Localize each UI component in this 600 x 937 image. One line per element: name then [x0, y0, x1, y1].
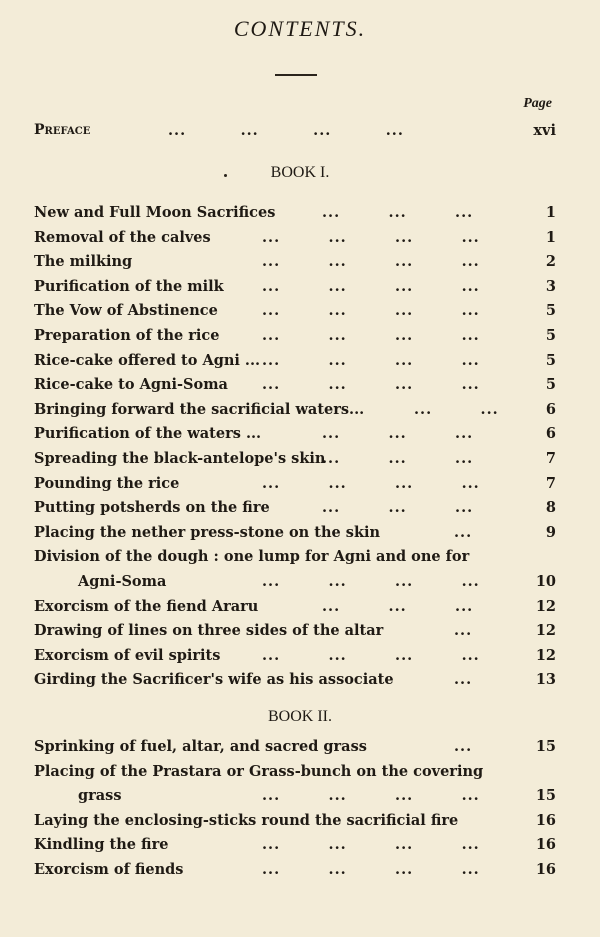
leader-dots: ... ... ... ... [262, 228, 480, 246]
entry-title: Removal of the calves [34, 228, 211, 246]
entry-page: 10 [535, 573, 556, 590]
page-column-header: Page [523, 96, 552, 111]
entry-page: 6 [545, 400, 556, 418]
toc-entry [34, 401, 556, 423]
toc-entry [34, 836, 556, 858]
leader-dots: ... ... [414, 400, 499, 418]
leader-dots: ... [454, 738, 473, 755]
entry-page: 16 [535, 861, 556, 878]
leader-dots: ... ... ... ... [262, 351, 480, 369]
entry-title: The milking [34, 253, 133, 271]
entry-page: 7 [545, 474, 556, 492]
leader-dots: ... ... ... [322, 425, 474, 443]
toc-entry [34, 278, 556, 300]
toc-entry [34, 763, 556, 785]
entry-title: Exorcism of fiends [34, 861, 184, 878]
entry-title: New and Full Moon Sacrifices [34, 204, 276, 221]
entry-page: 3 [545, 277, 556, 295]
entry-page: 5 [545, 327, 556, 344]
leader-dots: ... ... ... ... [262, 253, 480, 271]
toc-entry [34, 622, 556, 644]
entry-title: Spreading the black-antelope's skin [34, 450, 326, 467]
entry-page: 5 [545, 376, 556, 394]
entry-title: Placing of the Prastara or Grass-bunch on the covering [34, 762, 484, 780]
leader-dots: ... ... ... ... [262, 277, 480, 295]
leader-dots: ... ... ... [322, 450, 474, 467]
entry-title: Pounding the rice [34, 474, 180, 492]
entry-page: 12 [535, 597, 556, 615]
entry-page: 15 [535, 738, 556, 755]
entry-title: Division of the dough : one lump for Agni and one for [34, 548, 470, 566]
toc-entry [34, 671, 556, 693]
book-1-heading: BOOK I. [270, 164, 330, 181]
toc-entry [34, 327, 556, 349]
leader-dots: ... ... ... [322, 597, 474, 615]
leader-dots: ... ... ... ... [262, 861, 480, 878]
entry-page: 2 [545, 253, 556, 271]
toc-entry [34, 352, 556, 374]
entry-title: Exorcism of the fiend Araru [34, 597, 259, 615]
entry-page: xvi [533, 122, 556, 139]
entry-page: 9 [545, 523, 556, 541]
leader-dots: ... ... ... ... [262, 646, 480, 664]
toc-entry [34, 302, 556, 324]
entry-page: 12 [535, 622, 556, 640]
toc-entry [34, 548, 556, 570]
entry-page: 12 [535, 646, 556, 664]
entry-title: Putting potsherds on the fire [34, 499, 270, 517]
leader-dots: ... ... ... ... [262, 327, 480, 344]
toc-entry [34, 499, 556, 521]
entry-page: 13 [535, 671, 556, 689]
book-2-heading: BOOK II. [268, 708, 332, 725]
toc-entry [34, 598, 556, 620]
leader-dots: ... [454, 523, 473, 541]
toc-entry [34, 425, 556, 447]
entry-page: 8 [545, 499, 556, 517]
toc-entry [34, 812, 556, 834]
entry-title: Purification of the milk [34, 277, 224, 295]
toc-entry [34, 376, 556, 398]
entry-title: Kindling the fire [34, 836, 169, 854]
entry-title: Sprinking of fuel, altar, and sacred grass [34, 738, 367, 755]
toc-entry [34, 524, 556, 546]
entry-title: Preparation of the rice [34, 327, 220, 344]
leader-dots: ... ... ... ... [168, 122, 404, 139]
preface-entry [34, 122, 556, 144]
toc-entry [34, 475, 556, 497]
leader-dots: ... [454, 671, 473, 689]
entry-title: Laying the enclosing-sticks round the sacrificial fire [34, 811, 459, 829]
toc-entry [34, 204, 556, 226]
leader-dots: ... ... ... ... [262, 474, 480, 492]
entry-page: 7 [545, 450, 556, 467]
toc-entry [34, 738, 556, 760]
entry-title: Rice-cake to Agni-Soma [34, 376, 228, 394]
leader-dots: ... ... ... ... [262, 302, 480, 320]
entry-page: 5 [545, 302, 556, 320]
entry-page: 16 [535, 836, 556, 854]
entry-page: 5 [545, 351, 556, 369]
leader-dots: ... ... ... [322, 204, 474, 221]
entry-title: Agni-Soma [78, 573, 167, 590]
toc-entry [34, 253, 556, 275]
entry-title: Preface [34, 122, 91, 138]
entry-title: Placing the nether press-stone on the skin [34, 523, 381, 541]
entry-title: Drawing of lines on three sides of the altar [34, 622, 384, 640]
toc-entry [34, 450, 556, 472]
entry-page: 6 [545, 425, 556, 443]
title-rule [275, 74, 317, 76]
entry-title: The Vow of Abstinence [34, 302, 218, 320]
entry-page: 1 [545, 204, 556, 221]
leader-dots: ... ... ... ... [262, 376, 480, 394]
entry-page: 1 [545, 228, 556, 246]
entry-title: grass [78, 787, 122, 805]
entry-title: Purification of the waters ... [34, 425, 262, 443]
toc-entry [34, 787, 556, 809]
leader-dots: ... [454, 622, 473, 640]
leader-dots: ... ... ... ... [262, 787, 480, 805]
entry-title: Girding the Sacrificer's wife as his associate [34, 671, 394, 689]
entry-title: Bringing forward the sacrificial waters... [34, 400, 365, 418]
page-title: CONTENTS. [233, 16, 367, 41]
leader-dots: ... ... ... ... [262, 836, 480, 854]
leader-dots: ... ... ... [322, 499, 474, 517]
entry-title: Exorcism of evil spirits [34, 646, 221, 664]
entry-page: 16 [535, 811, 556, 829]
toc-entry [34, 573, 556, 595]
toc-entry [34, 861, 556, 883]
toc-entry [34, 229, 556, 251]
entry-title: Rice-cake offered to Agni ... [34, 351, 261, 369]
leader-dots: ... ... ... ... [262, 573, 480, 590]
toc-entry [34, 647, 556, 669]
entry-page: 15 [535, 787, 556, 805]
